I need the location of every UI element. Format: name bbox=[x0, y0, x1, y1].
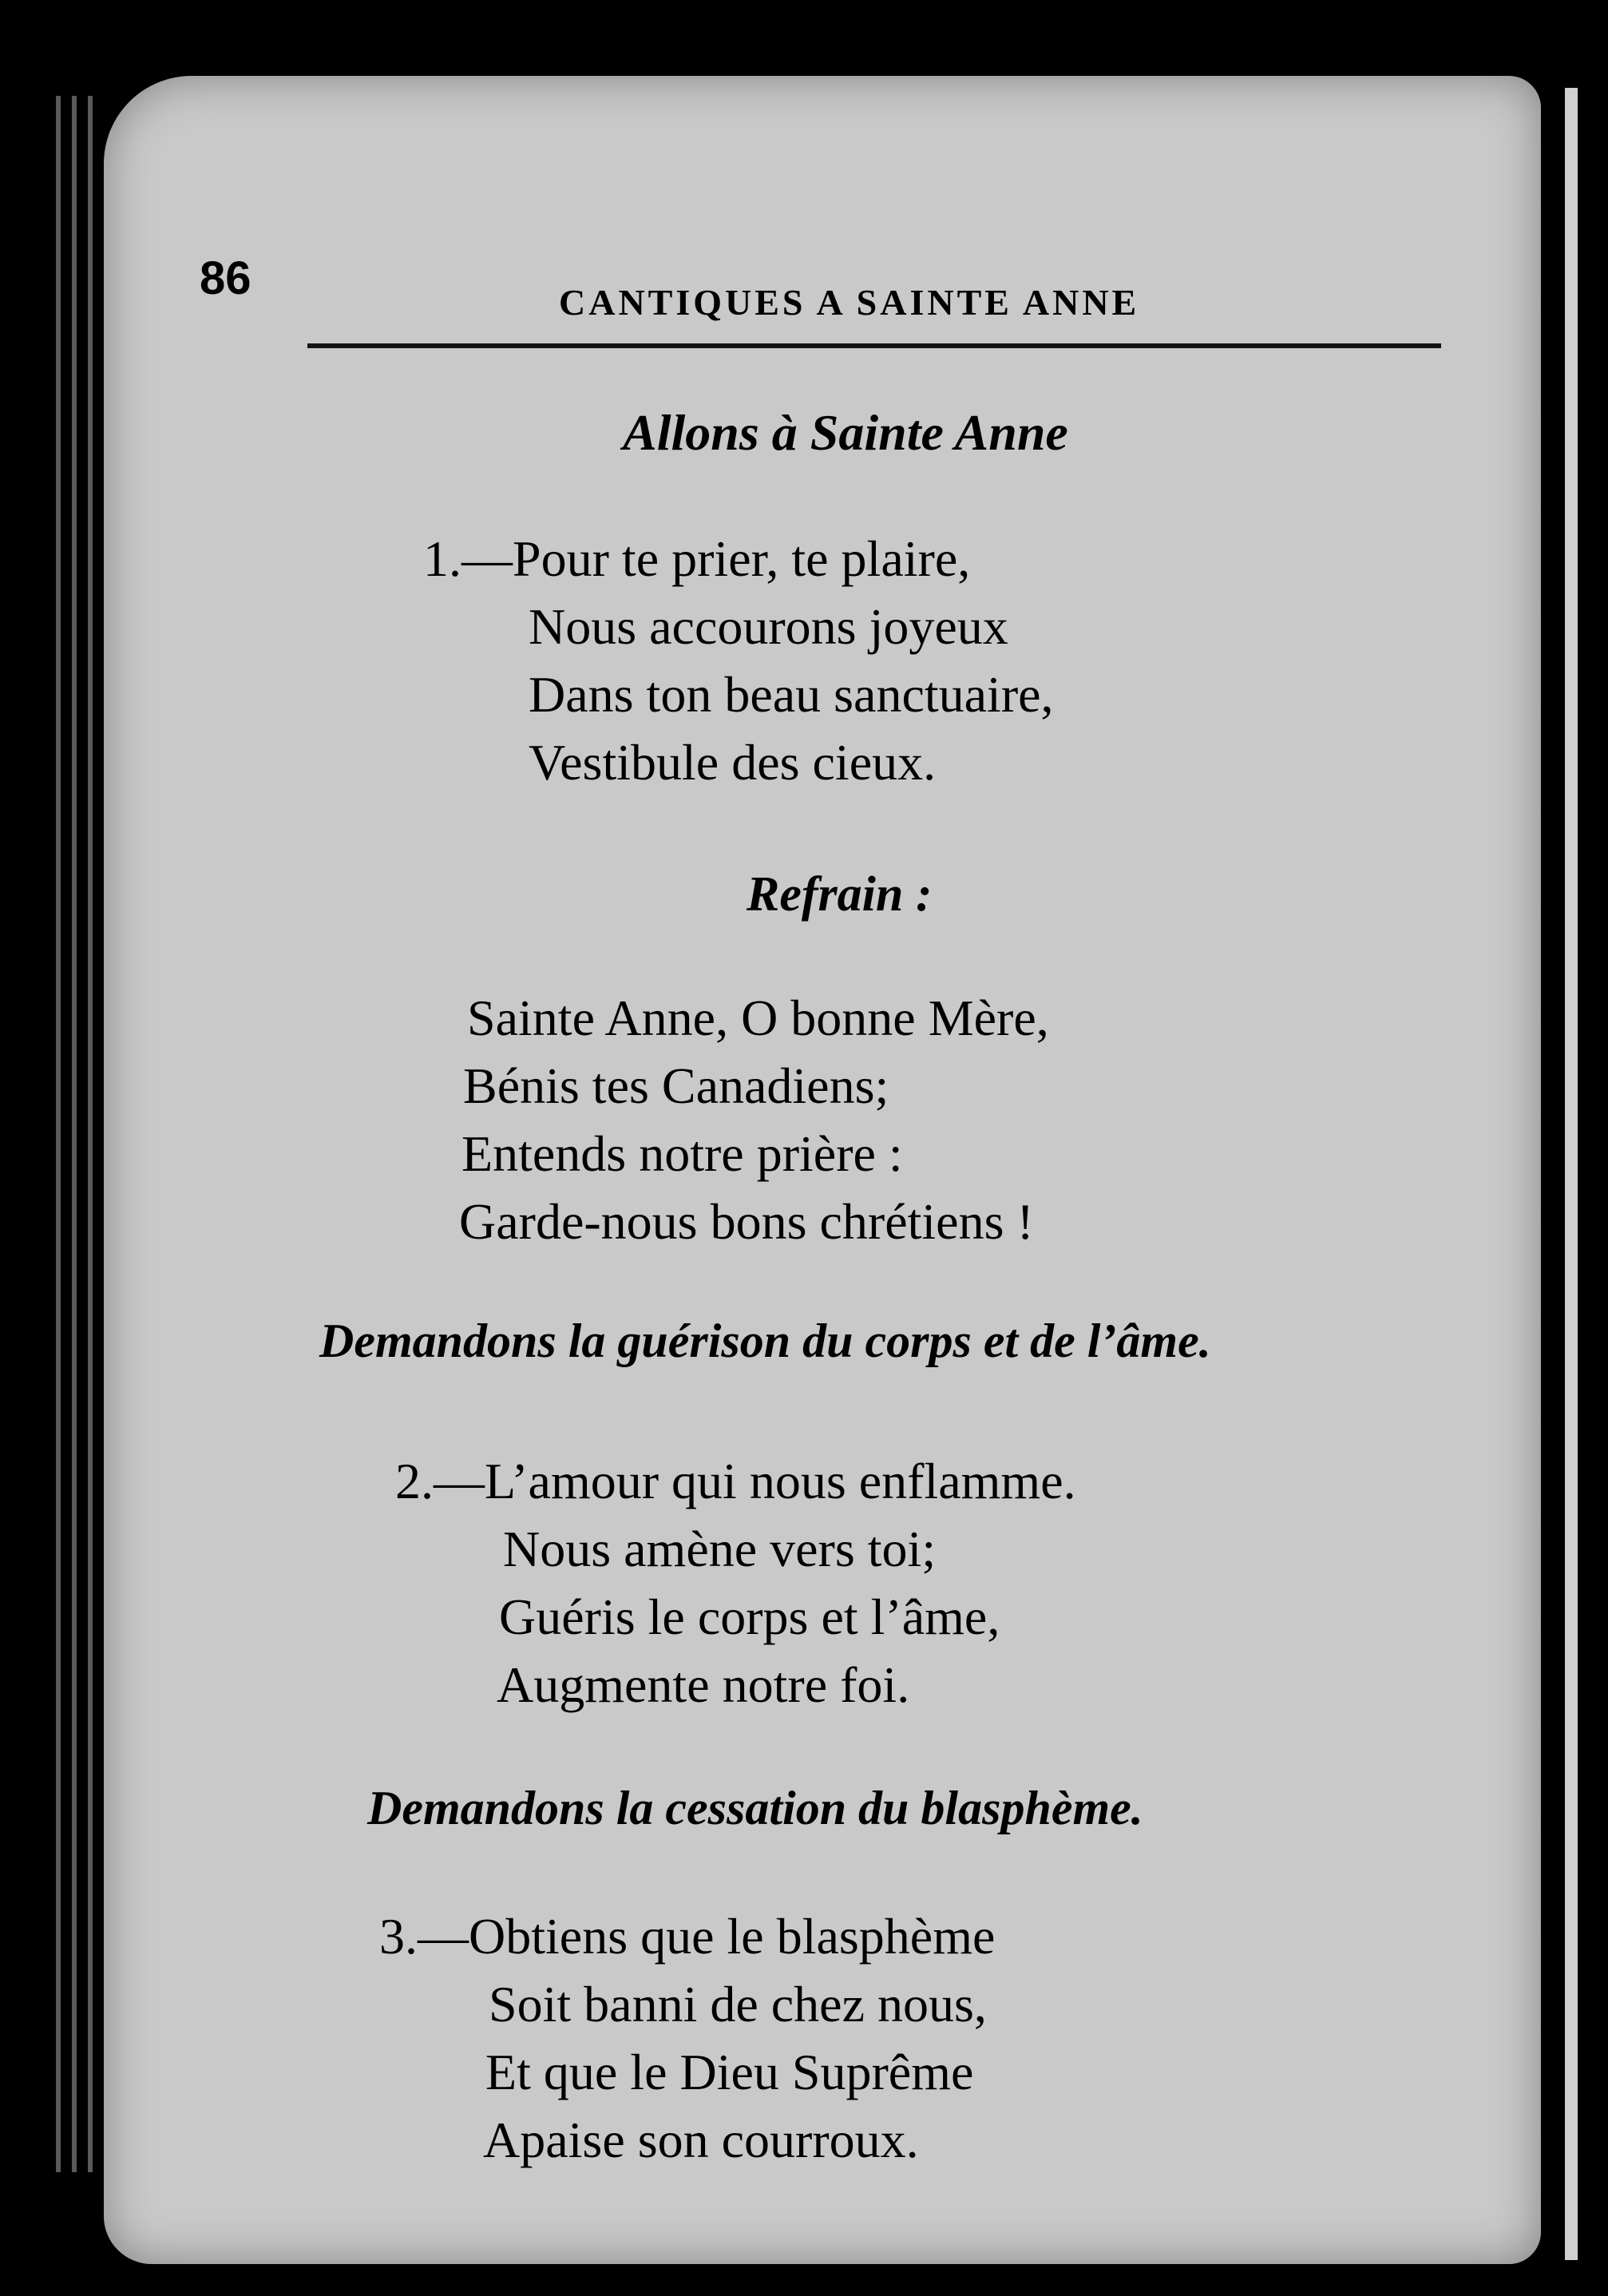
verse1-line bbox=[423, 527, 970, 591]
refrain-line: Sainte Anne, O bonne Mère, bbox=[467, 989, 1049, 1046]
book-edge bbox=[88, 96, 93, 2172]
hymn-title: Allons à Sainte Anne bbox=[623, 404, 1068, 461]
verse3-line: Apaise son courroux. bbox=[483, 2112, 919, 2168]
refrain-line: Entends notre prière : bbox=[461, 1125, 903, 1182]
verse-text: Obtiens que le blasphème bbox=[469, 1908, 996, 1965]
header-rule bbox=[307, 343, 1441, 348]
refrain-label: Refrain : bbox=[747, 867, 933, 922]
verse2-line bbox=[395, 1449, 1076, 1513]
verse3-line: Soit banni de chez nous, bbox=[489, 1976, 987, 2032]
verse3-line bbox=[379, 1905, 995, 1969]
verse2-line: Nous amène vers toi; bbox=[503, 1521, 937, 1577]
book-edge-right bbox=[1565, 88, 1578, 2260]
refrain-line: Bénis tes Canadiens; bbox=[463, 1057, 889, 1114]
verse2-line: Guéris le corps et l’âme, bbox=[499, 1588, 1000, 1645]
verse1-line: Dans ton beau sanctuaire, bbox=[529, 666, 1054, 723]
section-heading: Demandons la guérison du corps et de l’âme. bbox=[319, 1315, 1211, 1367]
book-edge bbox=[72, 96, 77, 2172]
refrain-line: Garde-nous bons chrétiens ! bbox=[459, 1193, 1034, 1250]
verse3-line: Et que le Dieu Suprême bbox=[485, 2044, 974, 2100]
verse2-line: Augmente notre foi. bbox=[497, 1656, 910, 1713]
verse-text: Pour te prier, te plaire, bbox=[513, 530, 971, 587]
verse-text: L’amour qui nous enflamme. bbox=[485, 1453, 1076, 1509]
verse1-line: Vestibule des cieux. bbox=[529, 734, 937, 791]
section-heading: Demandons la cessation du blasphème. bbox=[367, 1782, 1143, 1834]
verse-number: 2.— bbox=[395, 1453, 485, 1509]
running-header: CANTIQUES A SAINTE ANNE bbox=[559, 282, 1140, 323]
verse-number: 3.— bbox=[379, 1908, 469, 1965]
verse1-line: Nous accourons joyeux bbox=[529, 598, 1008, 655]
page-number: 86 bbox=[200, 252, 251, 304]
book-edge bbox=[56, 96, 61, 2172]
verse-number: 1.— bbox=[423, 530, 513, 587]
